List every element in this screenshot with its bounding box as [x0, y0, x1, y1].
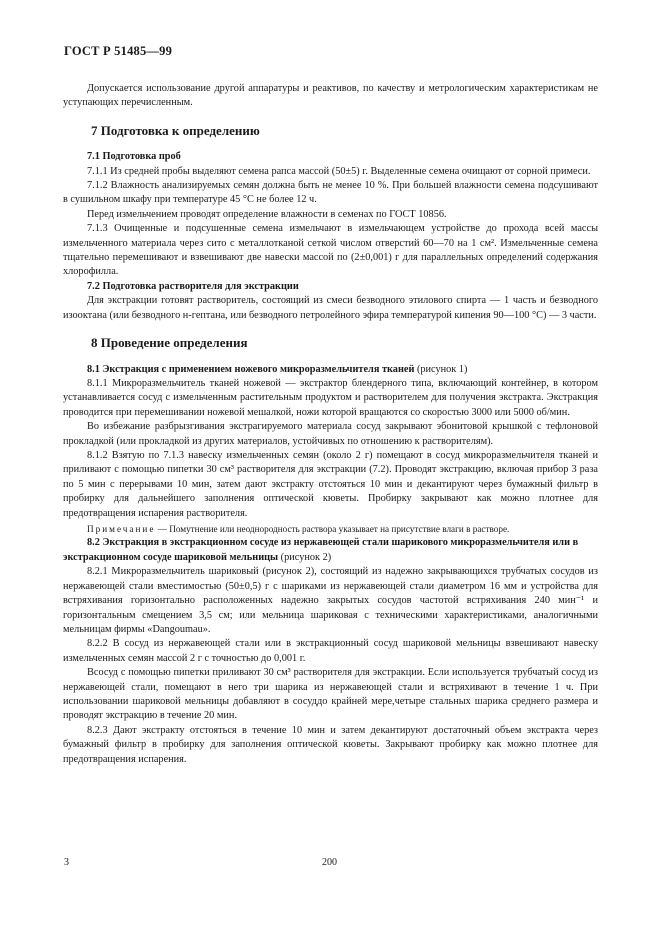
- paragraph-7-1-2: 7.1.2 Влажность анализируемых семян должна быть не менее 10 %. При большей влажности семена подсушивают в сушильном шкафу при температуре 45 °С не более 12 ч.: [63, 180, 598, 206]
- paragraph-8-2-2-solvent: Всосуд с помощью пипетки приливают 30 см³ растворителя для экстракции. Если используется трубчатый сосуд из нержавеющей стали, помещают в него три шарика из нержавеющей стали и встряхивают в течение 1 ч. При использовании шариковой мельницы добавляют в сосуддо крайней мере,четыре стальных шарика среднего размера и проводят экстракцию в течение 20 мин.: [63, 667, 598, 722]
- paragraph-7-1-2-moisture: Перед измельчением проводят определение влажности в семенах по ГОСТ 10856.: [87, 208, 447, 220]
- subsection-8-1-heading: 8.1 Экстракция с применением ножевого микроразмельчителя тканей: [87, 363, 415, 375]
- subsection-8-2-title: [63, 536, 598, 565]
- intro-paragraph: Допускается использование другой аппаратуры и реактивов, по качеству и метрологическим характеристикам не уступающих перечисленным.: [63, 83, 598, 109]
- subsection-8-1-title: [63, 363, 598, 377]
- note-text: — Помутнение или неоднородность раствора указывает на присутствие влаги в растворе.: [155, 523, 510, 534]
- subsection-8-1-figure-ref: (рисунок 1): [414, 363, 468, 375]
- paragraph-8-2-3: 8.2.3 Дают экстракту отстояться в течение 10 мин и затем декантируют достаточный объем экстракта через бумажный фильтр в пробирку для заполнения оптической кюветы. Закрывают пробирку как можно плотнее для предотвращения испарения.: [63, 724, 598, 765]
- note-label: Примечание: [87, 523, 156, 534]
- paragraph-8-2-1: 8.2.1 Микроразмельчитель шариковый (рисунок 2), состоящий из надежно закрывающихся трубчатых сосудов из нержавеющей стали вместимостью (50±0,5) г с шариками из нержавеющей стали диаметром 16 мм и устройства для встряхивания горизонтально расположенных надежно закрытых сосудов частотой встряхивания 240 мин⁻¹ и горизонтальным смещением 3,5 см; или мельница шариковая с техническими характеристиками, аналогичными мельницам фирмы «Dangoumau».: [63, 566, 598, 635]
- subsection-8-2-heading: 8.2 Экстракция в экстракционном сосуде из нержавеющей стали шарикового микроразмельчителя или в экстракционном сосуде шариковой мельницы: [63, 537, 579, 563]
- footer-left-number: 3: [64, 857, 69, 868]
- subsection-7-2-title: 7.2 Подготовка растворителя для экстракции: [87, 280, 299, 292]
- page-number: 200: [322, 857, 337, 868]
- paragraph-8-2-2: 8.2.2 В сосуд из нержавеющей стали или в экстракционный сосуд шариковой мельницы взвешивают навеску измельченных семян массой 2 г с точностью до 0,001 г.: [63, 638, 598, 664]
- subsection-8-2-figure-ref: (рисунок 2): [278, 551, 332, 563]
- paragraph-7-1-3: 7.1.3 Очищенные и подсушенные семена измельчают в измельчающем устройстве до прохода всей массы измельченного материала через сито с металлотканой сеткой числом отверстий 60—70 на 1 см². Измельченные семена тщательно перемешивают и взвешивают две навески массой по (2±0,001) г для параллельных определений содержания хлорофилла.: [63, 223, 598, 278]
- paragraph-7-1-1: 7.1.1 Из средней пробы выделяют семена рапса массой (50±5) г. Выделенные семена очищают от сорной примеси.: [87, 165, 591, 177]
- section-8-title: 8 Проведение определения: [91, 335, 248, 351]
- paragraph-7-2: Для экстракции готовят растворитель, состоящий из смеси безводного этилового спирта — 1 часть и безводного изооктана (или безводного н-гептана, или безводного петролейного эфира температурой кипения 90—100 °С) — 3 части.: [63, 295, 598, 321]
- section-7-title: 7 Подготовка к определению: [91, 122, 260, 138]
- document-header: ГОСТ Р 51485—99: [64, 44, 173, 58]
- paragraph-8-1-1-lid: Во избежание разбрызгивания экстрагируемого материала сосуд закрывают эбонитовой крышкой с тефлоновой прокладкой (или прокладкой из других материалов, устойчивых по отношению к растворителям).: [63, 421, 598, 447]
- paragraph-8-1-1: 8.1.1 Микроразмельчитель тканей ножевой — экстрактор блендерного типа, включающий контейнер, в котором устанавливается сосуд с измельченным растительным продуктом и растворителем для получения экстракта. Экстракция проводится при перемешивании ножевой мешалкой, ножи которой вращаются со скоростью 3000 или 5000 об/мин.: [63, 377, 598, 418]
- paragraph-8-1-2: 8.1.2 Взятую по 7.1.3 навеску измельченных семян (около 2 г) помещают в сосуд микроразмельчителя тканей и приливают с помощью пипетки 30 см³ растворителя для экстракции (7.2). Проводят экстракцию, включая прибор 3 раза по 5 мин с перерывами 10 мин, затем дают экстракту отстояться 10 мин и декантируют через бумажный фильтр в пробирку для дальнейшего заполнения оптической кюветы. Пробирку закрывают как можно плотнее для предотвращения испарения растворителя.: [63, 449, 598, 519]
- subsection-7-1-title: 7.1 Подготовка проб: [87, 151, 181, 163]
- document-body: [63, 82, 598, 767]
- note: [63, 523, 598, 537]
